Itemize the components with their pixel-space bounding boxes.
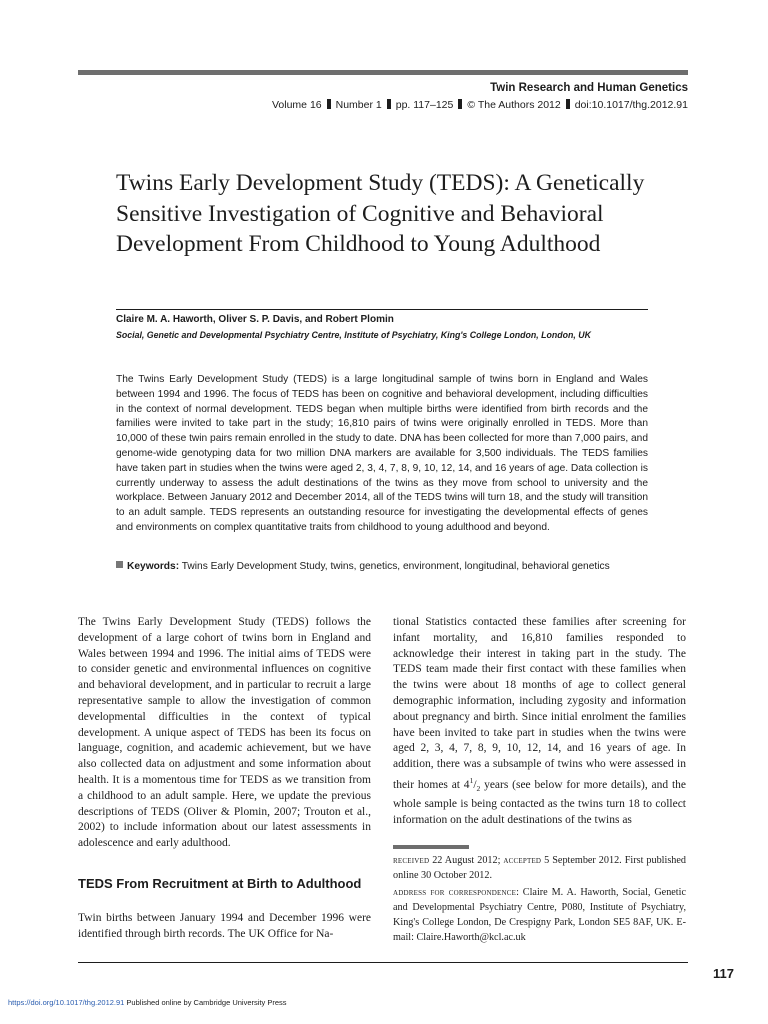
received-date: 22 August 2012; (429, 855, 504, 866)
separator-bar (387, 99, 391, 109)
footer (8, 998, 608, 1007)
fraction-denominator: 2 (476, 784, 481, 794)
affiliation: Social, Genetic and Developmental Psychiatry Centre, Institute of Psychiatry, King's College London, London, UK (116, 330, 591, 340)
footer-rule (78, 962, 688, 963)
address-text: : Claire M. A. Haworth, Social, Genetic and Developmental Psychiatry Centre, P080, Institute of Psychiatry, King's College London, De Crespigny Park, London SE5 8AF, UK. E-mail: Claire.Haworth@kcl.ac.uk (393, 887, 686, 943)
page-range: pp. 117–125 (395, 99, 454, 111)
journal-name: Twin Research and Human Genetics (490, 82, 688, 94)
body-text: years (see below for more details), and the whole sample is being contacted as the twins turn 18 to collect information on the adult destinations of the twins as (393, 778, 686, 826)
journal-meta (78, 99, 688, 111)
copyright: © The Authors 2012 (467, 99, 561, 111)
separator-bar (327, 99, 331, 109)
accepted-label: accepted (503, 855, 542, 866)
header-rule (78, 70, 688, 75)
body-paragraph: tional Statistics contacted these families after screening for infant mortality, and 16,810 families responded to acknowledge their interest in taking part in the study. The TEDS team made their first contact with these families when the twins were about 18 months of age to collect general demographic information, including zygosity and information about pregnancy and birth. Since initial enrolment the families have been invited to take part in studies when the twins were aged 2, 3, 4, 7, 8, 9, 10, 12, 14, and 16 years of age. In addition, there was a subsample of twins who were assessed in their homes at $4^1/_2$ years (see below for more details), and the whole sample is being contacted as the twins turn 18 to collect information on the adult destinations of the twins as (393, 616, 686, 826)
body-text: tional Statistics contacted these families after screening for infant mortality, and 16,810 families responded to acknowledge their interest in taking part in the study. The TEDS team made their first contact with these families when the twins were about 18 months of age to collect general demographic information, including zygosity and information about pregnancy and birth. Since initial enrolment the families have been invited to take part in studies when the twins were aged 2, 3, 4, 7, 8, 9, 10, 12, 14, and 16 years of age. In addition, there was a subsample of twins who were assessed in their homes at 4 (393, 616, 686, 791)
section-heading: TEDS From Recruitment at Birth to Adulthood (78, 876, 362, 891)
doi-link[interactable]: https://doi.org/10.1017/thg.2012.91 (8, 998, 125, 1007)
accepted-date: 5 September 2012. First published online 30 October 2012. (393, 855, 686, 881)
keywords (116, 559, 648, 574)
title-rule (116, 309, 648, 310)
doi: doi:10.1017/thg.2012.91 (574, 99, 688, 111)
fraction-numerator: 1 (469, 775, 474, 785)
keywords-label: Keywords: (127, 561, 180, 572)
notes-rule (393, 845, 469, 849)
footer-text: Published online by Cambridge University Press (124, 998, 287, 1007)
separator-bar (458, 99, 462, 109)
author-list: Claire M. A. Haworth, Oliver S. P. Davis, and Robert Plomin (116, 314, 394, 325)
publication-dates (393, 853, 686, 883)
issue-number: Number 1 (335, 99, 382, 111)
body-paragraph: Twin births between January 1994 and December 1996 were identified through birth records. The UK Office for Na- (78, 912, 371, 940)
article-title: Twins Early Development Study (TEDS): A Genetically Sensitive Investigation of Cognitive and Behavioral Development From Childhood to Young Adulthood (116, 170, 645, 257)
correspondence-address (393, 885, 686, 945)
keywords-bullet-icon (116, 561, 123, 568)
received-label: received (393, 855, 430, 866)
volume: Volume 16 (272, 99, 322, 111)
address-label: address for correspondence (393, 887, 517, 898)
page-number: 117 (713, 966, 734, 981)
keywords-list: Twins Early Development Study, twins, genetics, environment, longitudinal, behavioral genetics (181, 561, 610, 572)
abstract: The Twins Early Development Study (TEDS) is a large longitudinal sample of twins born in England and Wales between 1994 and 1996. The focus of TEDS has been on cognitive and behavioral development, including difficulties in the context of normal development. TEDS began when multiple births were identified from birth records and the families were invited to take part in the study; 16,810 pairs of twins were originally enrolled in TEDS. More than 10,000 of these twin pairs remain enrolled in the study to date. DNA has been collected for more than 7,000 pairs, and genome-wide genotyping data for two million DNA markers are available for 3,500 individuals. The TEDS families have taken part in studies when the twins were aged 2, 3, 4, 7, 8, 9, 10, 12, 14, and 16 years of age. Data collection is currently underway to assess the adult destinations of the twins as they move from school to university and the workplace. Between January 2012 and December 2014, all of the TEDS twins will turn 18, and the study will transition to an adult sample. TEDS represents an outstanding resource for investigating the developmental effects of genes and environments on complex quantitative traits from childhood to young adulthood and beyond. (116, 374, 648, 533)
body-paragraph: The Twins Early Development Study (TEDS) follows the development of a large cohort of twins born in England and Wales between 1994 and 1996. The initial aims of TEDS were to consider genetic and environmental influences on cognitive and behavioral development, and in particular to recruit a large representative sample to allow the investigation of common developmental difficulties in the context of typical development. A unique aspect of TEDS has been its focus on language, cognition, and academic achievement, but we have also collected data on adjustment and some information about health. It is a momentous time for TEDS as we transition from a childhood to an adult sample. Here, we update the previous descriptions of TEDS (Oliver & Plomin, 2007; Trouton et al., 2002) to include information about our latest assessments in adolescence and early adulthood. (78, 616, 371, 850)
separator-bar (566, 99, 570, 109)
